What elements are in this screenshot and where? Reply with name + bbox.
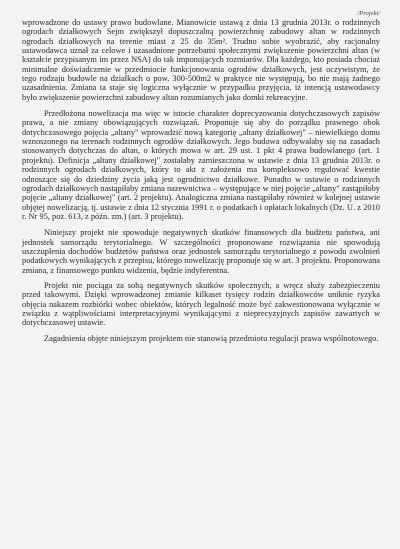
paragraph-gap xyxy=(22,102,380,109)
page-header: /Projekt/ xyxy=(357,10,380,17)
paragraph-financial-effects: Niniejszy projekt nie spowoduje negatywnych skutków finansowych dla budżetu państwa, ani jednostek samorządu terytorialnego. W szczególności proponowane rozwiązania nie spowodują uszczuplenia dochodów budżetów państwa oraz jednostek samorządu terytorialnego z powodu zwolnień podatkowych wynikających z przepisu, którego nowelizację proponuje się w art. 3 projektu. Proponowana zmiana, z finansowego punktu widzenia, będzie indyferentna. xyxy=(22,228,380,275)
paragraph-social-effects: Projekt nie pociąga za sobą negatywnych skutków społecznych, a wręcz służy zabezpieczeniu przed takowymi. Dzięki wprowadzonej zmianie kilkaset tysięcy rodzin działkowców uniknie ryzyka objęcia nakazem rozbiórki wobec obiektów, których legalność może być zakwestionowana wyłącznie w związku z wątpliwościami interpretacyjnymi wynikającymi z nieprecyzyjnych zapisów zawartych w dotychczasowej ustawie. xyxy=(22,280,380,328)
paragraph-nowelizacja: Przedłożona nowelizacja ma więc w istocie charakter doprecyzowania dotychczasowych zapisów prawa, a nie zmiany obowiązujących rozwiązań. Proponuje się aby do porządku prawnego obok dotychczasowego pojęcia „altany" wprowadzić nową kategorię „altany działkowej" – niewielkiego domu wznoszonego na terenach rodzinnych ogrodów działkowych. Jego budowa odbywałaby się na zasadach stosowanych dotychczas do altan, o których mowa w art. 29 ust. 1 pkt 4 prawa budowlanego (art. 1 projektu). Definicja „altany działkowej" zostałaby zamieszczona w ustawie z dnia 13 grudnia 2013r. o rodzinnych ogrodach działkowych, który to akt z założenia ma kompleksowo regulować kwestie odnoszące się do dziedziny życia jaką jest ogrodnictwo działkowe. Ponadto w ustawie o rodzinnych ogrodach działkowych nastąpiłaby zmiana nazewnictwa – występujące w niej pojęcie „altany" zastąpiłoby pojęcie „altany działkowej" (art. 2 projektu). Analogiczna zmiana nastąpiłaby również w kolejnej ustawie objętej nowelizacją, tj. ustawie z dnia 12 stycznia 1991 r. o podatkach i opłatach lokalnych (Dz. U. z 2010 r. Nr 95, poz. 613, z późn. zm.) (art. 3 projektu). xyxy=(22,109,380,221)
paragraph-gap xyxy=(22,221,380,228)
paragraph-altany-area: wprowadzone do ustawy prawo budowlane. Mianowicie ustawą z dnia 13 grudnia 2013r. o rodzinnych ogrodach działkowych Sejm zwiększył dopuszczalną powierzchnię zabudowy altan w rodzinnych ogrodach działkowych na terenie miast z 25 do 35m². Trudno sobie wyobrazić, aby racjonalny ustawodawca uznał za celowe i uzasadnione potrzebami społecznymi zwiększenie powierzchni altan (w kształcie przypisanym im przez NSA) do tak imponujących rozmiarów. Dla każdego, kto posiada chociaż minimalne doświadczenie w przedmiocie funkcjonowania ogrodów działkowych, jest oczywistym, że tego rodzaju budowle na działkach o pow. 300-500m2 w praktyce nie występują, bo nie mają żadnego uzasadnienia. Zmiana ta staje się logiczna wyłącznie w przypadku przyjęcia, iż intencją ustawodawcy było zwiększenie powierzchni zabudowy altan rozumianych jako domki rekreacyjne. xyxy=(22,18,380,102)
paragraph-eu-law: Zagadnienia objęte niniejszym projektem nie stanowią przedmiotu regulacji prawa wspólnotowego. xyxy=(44,333,379,343)
